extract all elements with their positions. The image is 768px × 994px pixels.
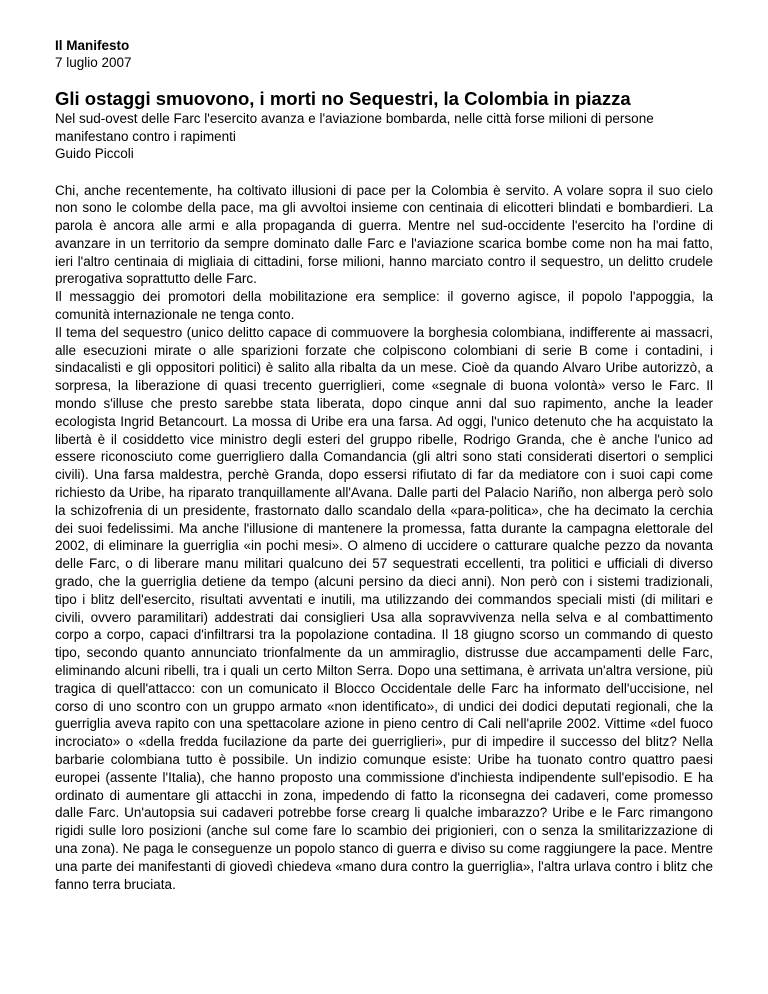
publication-date: 7 luglio 2007 <box>55 55 132 70</box>
article-title: Gli ostaggi smuovono, i morti no Sequestri, la Colombia in piazza <box>55 88 631 109</box>
article-body <box>55 182 713 894</box>
body-paragraph: Il tema del sequestro (unico delitto capace di commuovere la borghesia colombiana, indifferente ai massacri, alle esecuzioni mirate o alle sparizioni forzate che colpiscono colombiani di serie B come i contadini, i sindacalisti e gli oppositori politici) è salito alla ribalta da un mese. Cioè da quando Alvaro Uribe autorizzò, a sorpresa, la liberazione di quasi trecento guerriglieri, come «segnale di buona volontà» verso le Farc. Il mondo s'illuse che presto sarebbe stata liberata, dopo cinque anni dal suo rapimento, anche la leader ecologista Ingrid Betancourt. La mossa di Uribe era una farsa. Ad oggi, l'unico detenuto che ha acquistato la libertà è il cosiddetto vice ministro degli esteri del gruppo ribelle, Rodrigo Granda, che è anche l'unico ad essere riconosciuto come guerrigliero dalla Comandancia (gli altri sono stati considerati disertori o semplici civili). Una farsa maldestra, perchè Granda, dopo essersi rifiutato di far da mediatore con i suoi capi come richiesto da Uribe, ha riparato tranquillamente all'Avana. Dalle parti del Palacio Nariño, non alberga però solo la schizofrenia di un presidente, frastornato dallo scandalo della «para-politica», che ha decimato la cerchia dei suoi fedelissimi. Ma anche l'illusione di mantenere la promessa, fatta durante la campagna elettorale del 2002, di eliminare la guerriglia «in pochi mesi». O almeno di uccidere o catturare qualche pezzo da novanta delle Farc, o di liberare manu militari qualcuno dei 57 sequestrati eccellenti, tra politici e ufficiali di diverso grado, che la guerriglia detiene da tempo (alcuni persino da dieci anni). Non però con i sistemi tradizionali, tipo i blitz dell'esercito, risultati avventati e inutili, ma utilizzando dei commandos speciali misti (di militari e civili, ovvero paramilitari) addestrati dai consiglieri Usa alla sopravvivenza nella selva e al combattimento corpo a corpo, capaci d'infiltrarsi tra la popolazione contadina. Il 18 giugno scorso un commando di questo tipo, secondo quanto annunciato trionfalmente da un ammiraglio, distrusse due accampamenti delle Farc, eliminando alcuni ribelli, tra i quali un certo Milton Serra. Dopo una settimana, è arrivata un'altra versione, più tragica di quell'attacco: con un comunicato il Blocco Occidentale delle Farc ha informato dell'uccisione, nel corso di uno scontro con un gruppo armato «non identificato», di undici dei dodici deputati regionali, che la guerriglia aveva rapito con una spettacolare azione in pieno centro di Cali nell'aprile 2002. Vittime «del fuoco incrociato» o «della fredda fucilazione da parte dei guerriglieri», pur di impedire il successo del blitz? Nella barbarie colombiana tutto è possibile. Un indizio comunque esiste: Uribe ha tuonato contro quattro paesi europei (assente l'Italia), che hanno proposto una commissione d'inchiesta indipendente sull'episodio. E ha ordinato di aumentare gli attacchi in zona, impedendo di fatto la riconsegna dei cadaveri, come promesso dalle Farc. Un'autopsia sui cadaveri potrebbe forse crearg li qualche imbarazzo? Uribe e le Farc rimangono rigidi sulle loro posizioni (anche sul come fare lo scambio dei prigionieri, con o senza la smilitarizzazione di una zona). Ne paga le conseguenze un popolo stanco di guerra e diviso su come raggiungere la pace. Mentre una parte dei manifestanti di giovedì chiedeva «mano dura contro la guerriglia», l'altra urlava contro i blitz che fanno terra bruciata. <box>55 324 713 892</box>
body-paragraph: Il messaggio dei promotori della mobilitazione era semplice: il governo agisce, il popolo l'appoggia, la comunità internazionale ne tenga conto. <box>55 289 713 323</box>
newspaper-name: Il Manifesto <box>55 38 130 53</box>
body-paragraph: Chi, anche recentemente, ha coltivato illusioni di pace per la Colombia è servito. A volare sopra il suo cielo non sono le colombe della pace, ma gli avvoltoi insieme con centinaia di elicotteri blindati e bombardieri. La parola è ancora alle armi e alla propaganda di guerra. Mentre nel sud-occidente l'esercito ha l'ordine di avanzare in un territorio da sempre dominato dalle Farc e l'aviazione scarica bombe come non ha mai fatto, ieri l'altro centinaia di migliaia di cittadini, forse milioni, hanno marciato contro il sequestro, un delitto crudele prerogativa soprattutto delle Farc. <box>55 182 713 287</box>
article-page <box>55 37 713 893</box>
article-author: Guido Piccoli <box>55 146 134 161</box>
article-subtitle: Nel sud-ovest delle Farc l'esercito avanza e l'aviazione bombarda, nelle città forse milioni di persone manifestano contro i rapimenti <box>55 111 654 144</box>
